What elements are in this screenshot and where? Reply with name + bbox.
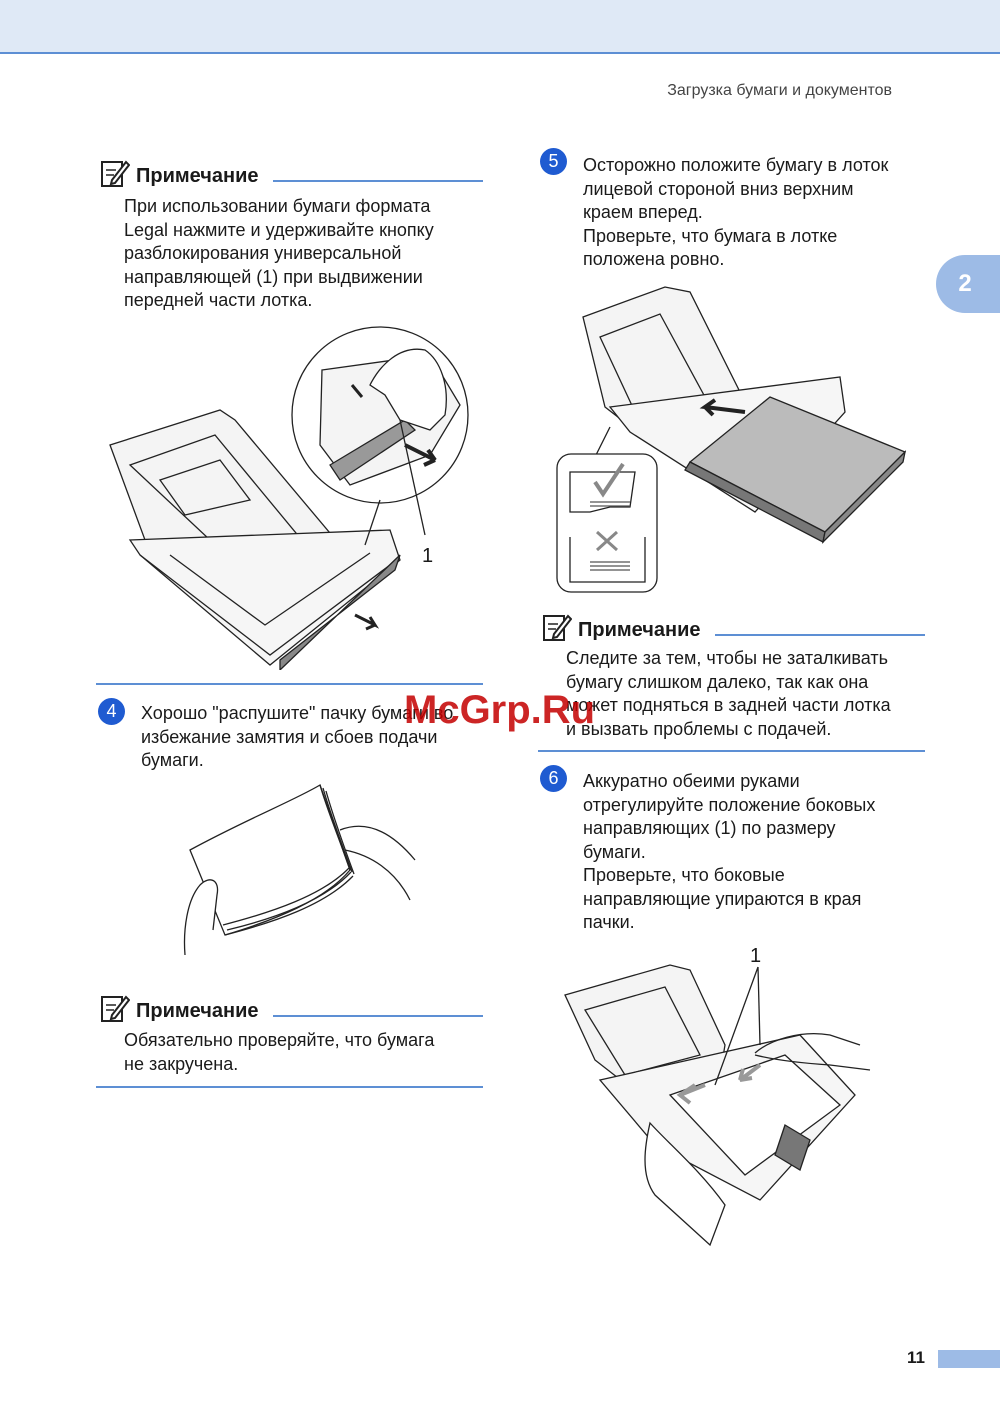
step-number-5: 5	[540, 148, 567, 175]
note-heading-1	[100, 158, 483, 188]
running-header: Загрузка бумаги и документов	[667, 82, 892, 99]
top-band	[0, 0, 1000, 54]
note-heading-2	[100, 993, 483, 1023]
watermark: McGrp.Ru	[404, 688, 596, 732]
note-title: Примечание	[578, 619, 701, 641]
page-tab	[938, 1350, 1000, 1368]
step-text-6: Аккуратно обеими руками отрегулируйте положение боковых направляющих (1) по размеру бумаги. Проверьте, что боковые направляющие упираются в края пачки.	[583, 771, 876, 932]
note-rule	[273, 1015, 483, 1017]
note-heading-3	[542, 612, 925, 642]
section-rule	[96, 683, 483, 685]
section-rule	[538, 750, 925, 752]
step-text-5: Осторожно положите бумагу в лоток лицевой стороной вниз верхним краем вперед. Проверьте, что бумага в лотке положена ровно.	[583, 155, 889, 269]
note-text-1: При использовании бумаги формата Legal нажмите и удерживайте кнопку разблокирования универсальной направляющей (1) при выдвижении передней части лотка.	[124, 196, 434, 310]
section-rule	[96, 1086, 483, 1088]
callout-label: 1	[422, 545, 434, 567]
note-text-2: Обязательно проверяйте, что бумага не закручена.	[124, 1030, 435, 1074]
note-pencil-icon	[542, 612, 572, 642]
callout-label: 1	[750, 945, 762, 967]
chapter-tab: 2	[936, 255, 1000, 313]
page-number: 11	[907, 1348, 925, 1367]
step-number-6: 6	[540, 765, 567, 792]
note-pencil-icon	[100, 158, 130, 188]
note-text-3: Следите за тем, чтобы не заталкивать бумагу слишком далеко, так как она может подняться в задней части лотка и вызвать проблемы с подачей.	[566, 648, 891, 739]
note-rule	[273, 180, 483, 182]
step-number-4: 4	[98, 698, 125, 725]
side-guides-illustration	[560, 945, 890, 1255]
step-text-4: Хорошо "распушите" пачку бумаги во избежание замятия и сбоев подачи бумаги.	[141, 703, 454, 770]
fan-paper-illustration	[165, 780, 425, 965]
tray-legal-illustration	[100, 325, 485, 675]
note-title: Примечание	[136, 165, 259, 187]
note-title: Примечание	[136, 1000, 259, 1022]
note-pencil-icon	[100, 993, 130, 1023]
note-rule	[715, 634, 925, 636]
load-paper-illustration	[555, 282, 915, 602]
